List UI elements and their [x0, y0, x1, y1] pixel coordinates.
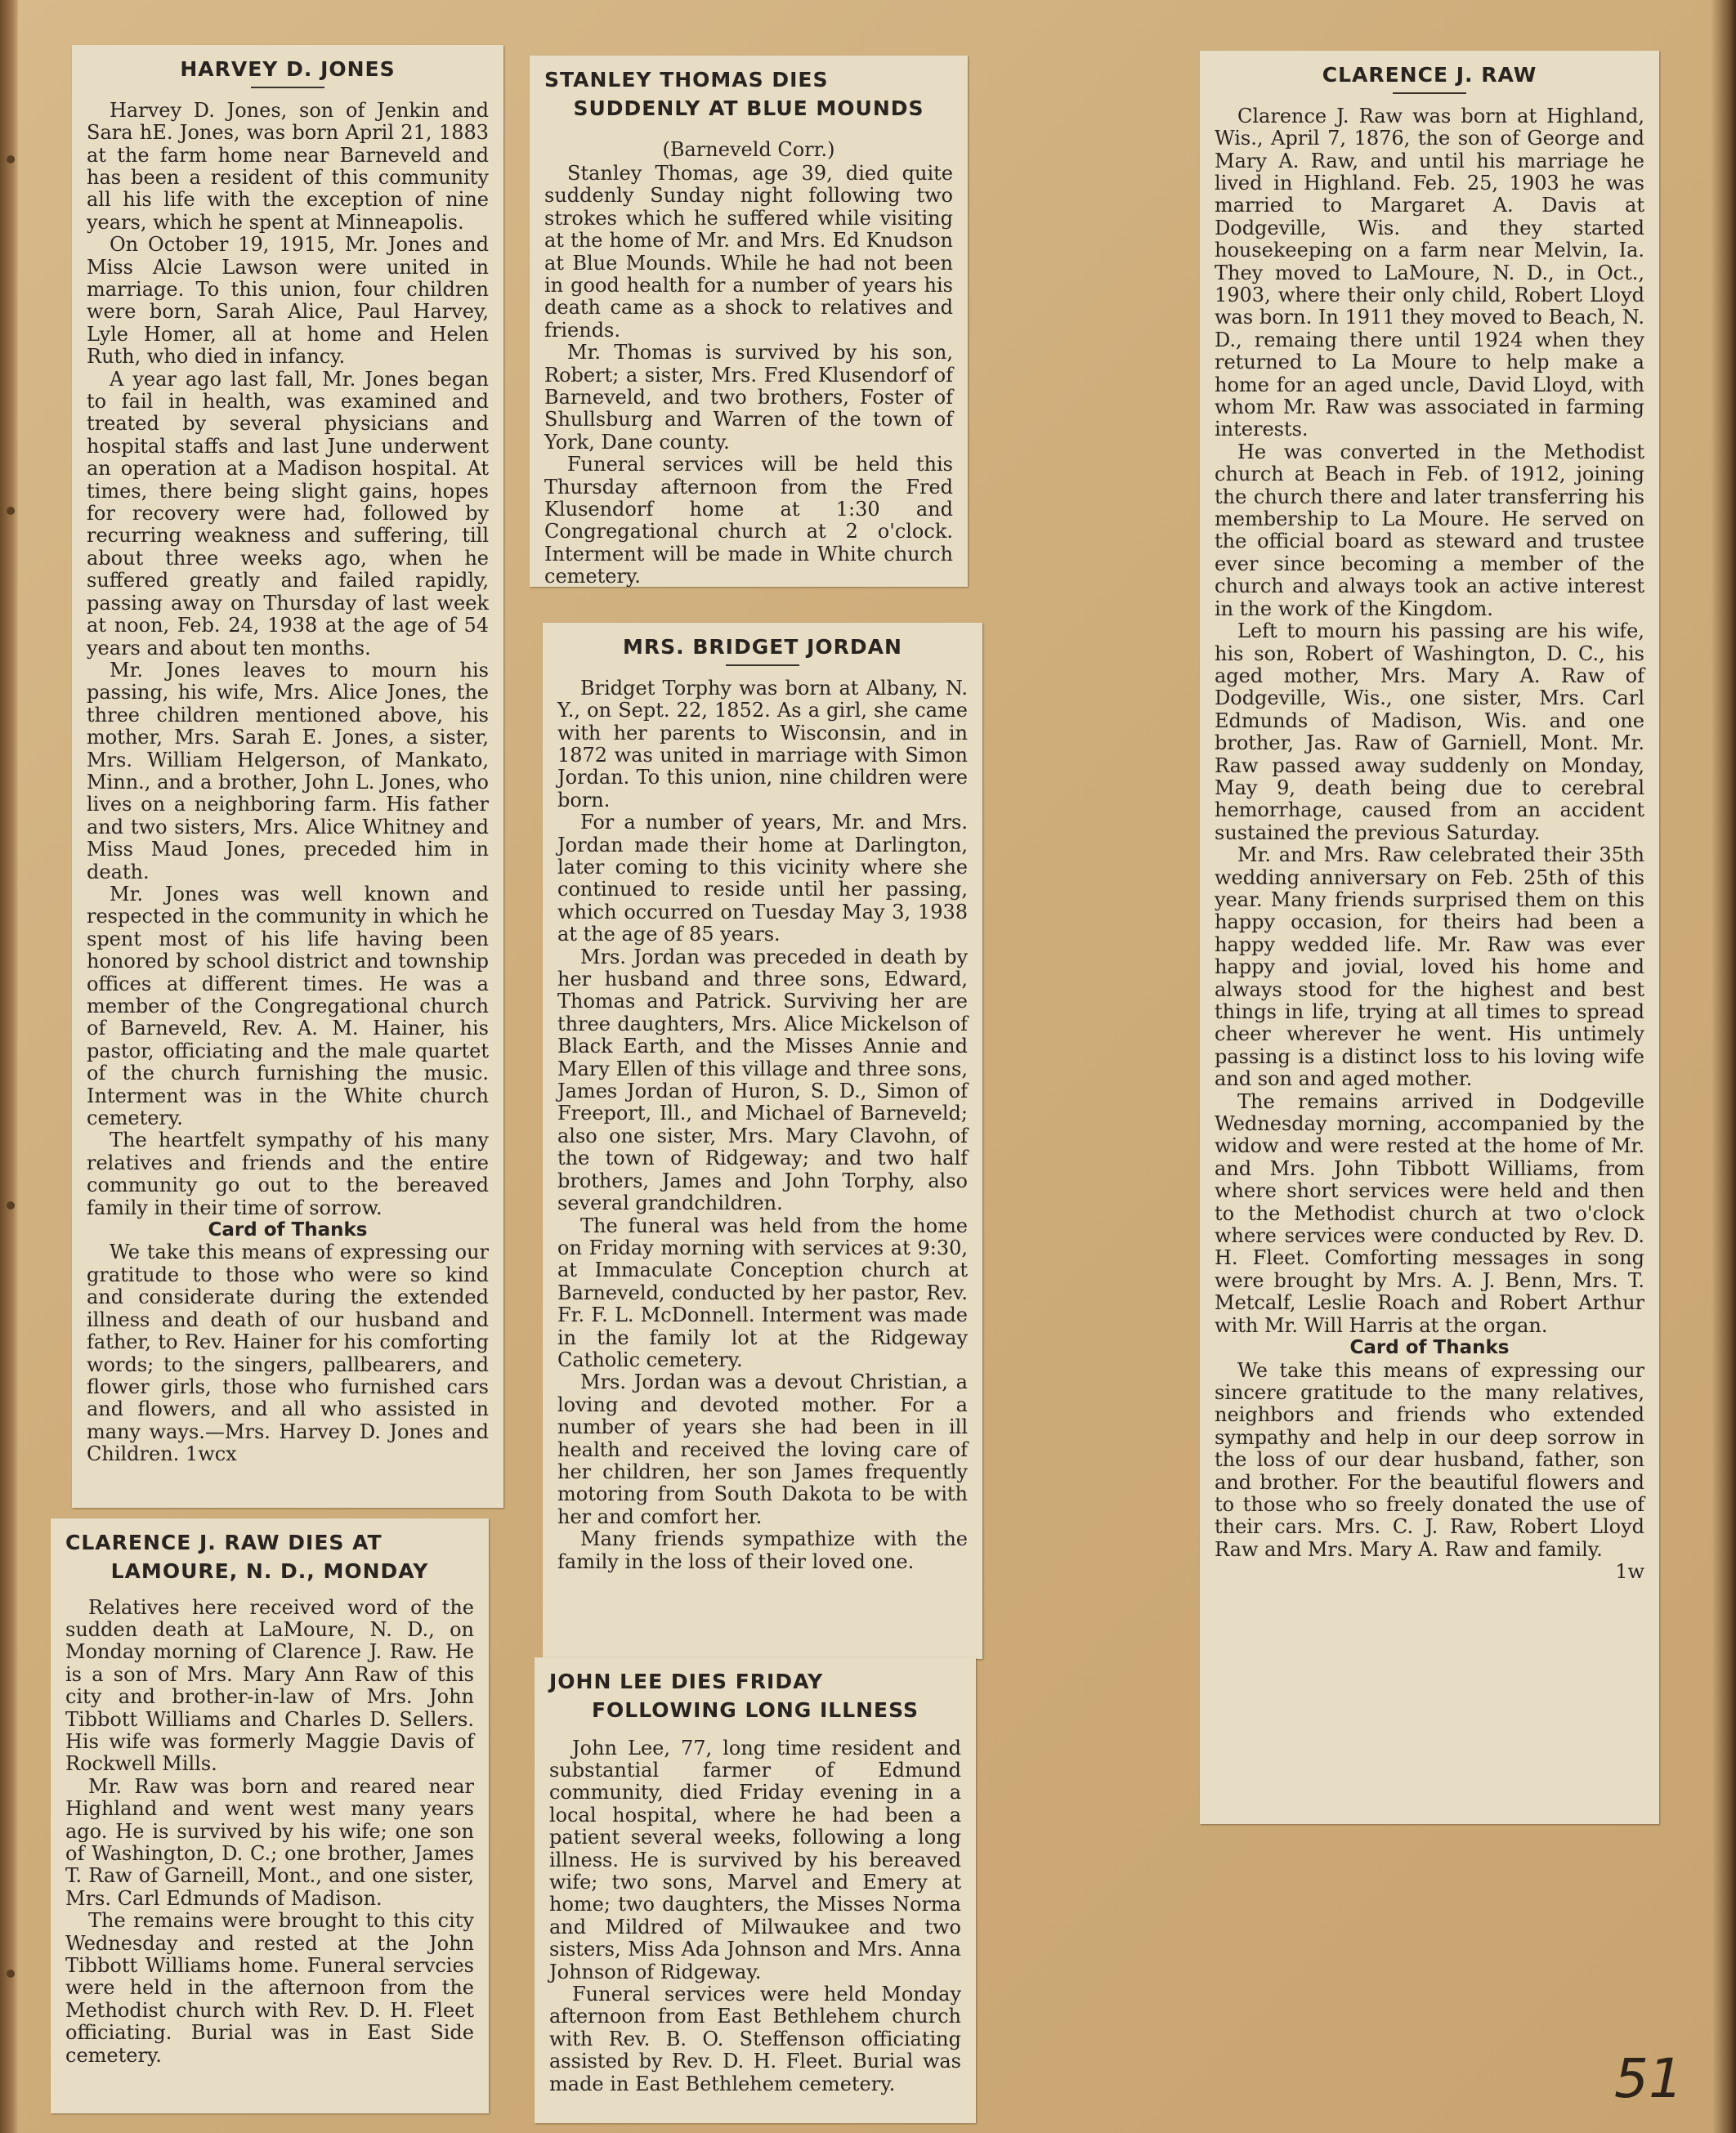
- paragraph: The heartfelt sympathy of his many relatives and friends and the entire community go out to the bereaved family in their time of sorrow.: [87, 1129, 489, 1219]
- clipping-harvey-jones: [72, 45, 503, 1508]
- paragraph: Bridget Torphy was born at Albany, N. Y., on Sept. 22, 1852. As a girl, she came with her parents to Wisconsin, and in 1872 was united in marriage with Simon Jordan. To this union, nine children were born.: [557, 676, 968, 812]
- clipping-title-line2: LAMOURE, N. D., MONDAY: [110, 1558, 429, 1583]
- paragraph: Mr. Raw was born and reared near Highland and went west many years ago. He is survived by his wife; one son of Washington, D. C.; one brother, James T. Raw of Garneill, Mont., and one sister, Mrs. Carl Edmunds of Madison.: [65, 1774, 474, 1910]
- paragraph: Stanley Thomas, age 39, died quite suddenly Sunday night following two strokes which he suffered while visiting at the home of Mr. and Mrs. Ed Knudson at Blue Mounds. While he had not been in good health for a number of years his death came as a shock to relatives and friends.: [544, 161, 953, 342]
- paragraph: Mr. Jones leaves to mourn his passing, his wife, Mrs. Alice Jones, the three children mentioned above, his mother, Mrs. Sarah E. Jones, a sister, Mrs. William Helgerson, of Mankato, Minn., and a brother, John L. Jones, who lives on a neighboring farm. His father and two sisters, Mrs. Alice Whitney and Miss Maud Jones, preceded him in death.: [87, 658, 489, 883]
- paragraph: The remains arrived in Dodgeville Wednesday morning, accompanied by the widow and were rested at the home of Mr. and Mrs. John Tibbott Williams, from where short services were held and then to the Methodist church at two o'clock where services were conducted by Rev. D. H. Fleet. Comforting messages in song were brought by Mrs. A. J. Benn, Mrs. T. Metcalf, Leslie Roach and Robert Arthur with Mr. Will Harris at the organ.: [1215, 1089, 1644, 1337]
- title-rule: [726, 664, 799, 666]
- binding-hole: [7, 155, 15, 163]
- page-edge: [1711, 0, 1736, 2133]
- binding-hole: [7, 1201, 15, 1210]
- paragraph: On October 19, 1915, Mr. Jones and Miss Alcie Lawson were united in marriage. To this union, four children were born, Sarah Alice, Paul Harvey, Lyle Homer, all at home and Helen Ruth, who died in infancy.: [87, 233, 489, 369]
- clipping-clarence-raw-long: [1200, 51, 1659, 1824]
- title-rule: [1393, 92, 1466, 94]
- clipping-bridget-jordan: [543, 623, 982, 1659]
- correspondent-line: (Barneveld Corr.): [662, 137, 835, 161]
- spacer: [65, 1589, 474, 1597]
- clipping-clarence-raw-short: [51, 1518, 489, 2113]
- spacer: [544, 126, 953, 139]
- clipping-title: MRS. BRIDGET JORDAN: [623, 635, 902, 659]
- paragraph: The remains were brought to this city Wednesday and rested at the John Tibbott Williams home. Funeral servcies were held in the afternoon from the Methodist church with Rev. D. H. Fleet officiating. Burial was in East Side cemetery.: [65, 1909, 474, 2067]
- paragraph: A year ago last fall, Mr. Jones began to fail in health, was examined and treated by several physicians and hospital staffs and last June underwent an operation at a Madison hospital. At times, there being slight gains, hopes for recovery were had, followed by recurring weakness and suffering, till about three weeks ago, when he suffered greatly and failed rapidly, passing away on Thursday of last week at noon, Feb. 24, 1938 at the age of 54 years and about ten months.: [87, 367, 489, 660]
- clipping-title-line1: JOHN LEE DIES FRIDAY: [549, 1670, 824, 1693]
- clipping-title-line2: FOLLOWING LONG ILLNESS: [591, 1697, 919, 1722]
- binding-hole: [7, 1970, 15, 1978]
- clipping-stanley-thomas: [530, 56, 968, 587]
- clipping-title-line1: CLARENCE J. RAW DIES AT: [65, 1531, 383, 1554]
- paragraph: Mrs. Jordan was a devout Christian, a loving and devoted mother. For a number of years she had been in ill health and received the loving care of her children, her son James frequently motoring from South Dakota to be with her and comfort her.: [557, 1371, 968, 1528]
- paragraph: The funeral was held from the home on Friday morning with services at 9:30, at Immaculate Conception church at Barneveld, conducted by her pastor, Rev. Fr. F. L. McDonnell. Interment was made in the family lot at the Ridgeway Catholic cemetery.: [557, 1214, 968, 1371]
- title-rule: [251, 87, 324, 88]
- spacer: [549, 1728, 961, 1737]
- clipping-title: HARVEY D. JONES: [180, 57, 396, 81]
- paragraph: Many friends sympathize with the family in the loss of their loved one.: [557, 1527, 968, 1573]
- binding-hole: [7, 507, 15, 515]
- paragraph: Mrs. Jordan was preceded in death by her husband and three sons, Edward, Thomas and Patrick. Surviving her are three daughters, Mrs. Alice Mickelson of Black Earth, and the Misses Annie and Mary Ellen of this village and three sons, James Jordan of Huron, S. D., Simon of Freeport, Ill., and Michael of Barneveld; also one sister, Mrs. Mary Clavohn, of the town of Ridgeway; and two half brothers, James and John Torphy, also several grandchildren.: [557, 945, 968, 1215]
- card-of-thanks-heading: Card of Thanks: [208, 1219, 368, 1241]
- paragraph: He was converted in the Methodist church at Beach in Feb. of 1912, joining the church there and later transferring his membership to La Moure. He served on the official board as steward and trustee ever since becoming a member of the church and always took an active interest in the work of the Kingdom.: [1215, 440, 1644, 620]
- clipping-title-line1: STANLEY THOMAS DIES: [544, 68, 829, 92]
- page-number: 51: [1614, 2047, 1683, 2110]
- paragraph: Harvey D. Jones, son of Jenkin and Sara hE. Jones, was born April 21, 1883 at the farm home near Barneveld and has been a resident of this community all his life with the exception of nine years, which he spent at Minneapolis.: [87, 98, 489, 234]
- insertion-tag: 1w: [1615, 1560, 1644, 1584]
- paragraph: Funeral services were held Monday afternoon from East Bethlehem church with Rev. B. O. Steffenson officiating assisted by Rev. D. H. Fleet. Burial was made in East Bethlehem cemetery.: [549, 1982, 961, 2095]
- clipping-title-line2: SUDDENLY AT BLUE MOUNDS: [573, 96, 924, 120]
- paragraph: Left to mourn his passing are his wife, his son, Robert of Washington, D. C., his aged mother, Mrs. Mary A. Raw of Dodgeville, Wis., one sister, Mrs. Carl Edmunds of Madison, Wis. and one brother, Jas. Raw of Garniell, Mont. Mr. Raw passed away suddenly on Monday, May 9, death being due to cerebral hemorrhage, caused from an accident sustained the previous Saturday.: [1215, 619, 1644, 844]
- paragraph: Mr. Thomas is survived by his son, Robert; a sister, Mrs. Fred Klusendorf of Barneveld, and two brothers, Foster of Shullsburg and Warren of the town of York, Dane county.: [544, 341, 953, 454]
- clipping-john-lee: [535, 1657, 976, 2123]
- clipping-title: CLARENCE J. RAW: [1322, 63, 1537, 87]
- page-binding: [0, 0, 18, 2133]
- paragraph: We take this means of expressing our gratitude to those who were so kind and considerate during the extended illness and death of our husband and father, to Rev. Hainer for his comforting words; to the singers, pallbearers, and flower girls, those who furnished cars and flowers, and all who assisted in many ways.—Mrs. Harvey D. Jones and Children. 1wcx: [87, 1241, 489, 1466]
- paragraph: Clarence J. Raw was born at Highland, Wis., April 7, 1876, the son of George and Mary A. Raw, and until his marriage he lived in Highland. Feb. 25, 1903 he was married to Margaret A. Davis at Dodgeville, Wis. and they started housekeeping on a farm near Melvin, Ia. They moved to LaMoure, N. D., in Oct., 1903, where their only child, Robert Lloyd was born. In 1911 they moved to Beach, N. D., remaing there until 1924 when they returned to La Moure to help make a home for an aged uncle, David Lloyd, with whom Mr. Raw was associated in farming interests.: [1215, 104, 1644, 441]
- paragraph: Mr. and Mrs. Raw celebrated their 35th wedding anniversary on Feb. 25th of this year. Many friends surprised them on this happy occasion, for theirs had been a happy wedded life. Mr. Raw was ever happy and jovial, loved his home and always stood for the highest and best things in life, trying at all times to spread cheer wherever he went. His untimely passing is a distinct loss to his loving wife and son and aged mother.: [1215, 843, 1644, 1091]
- paragraph: Relatives here received word of the sudden death at LaMoure, N. D., on Monday morning of Clarence J. Raw. He is a son of Mrs. Mary Ann Raw of this city and brother-in-law of Mrs. John Tibbott Williams and Charles D. Sellers. His wife was formerly Maggie Davis of Rockwell Mills.: [65, 1595, 474, 1776]
- paragraph: For a number of years, Mr. and Mrs. Jordan made their home at Darlington, later coming to this vicinity where she continued to reside until her passing, which occurred on Tuesday May 3, 1938 at the age of 85 years.: [557, 811, 968, 946]
- paragraph: Funeral services will be held this Thursday afternoon from the Fred Klusendorf home at 1:30 and Congregational church at 2 o'clock. Interment will be made in White church cemetery.: [544, 453, 953, 587]
- card-of-thanks-heading: Card of Thanks: [1349, 1337, 1510, 1359]
- paragraph: We take this means of expressing our sincere gratitude to the many relatives, neighbors and friends who extended sympathy and help in our deep sorrow in the loss of our dear husband, father, son and brother. For the beautiful flowers and to those who so freely donated the use of their cars. Mrs. C. J. Raw, Robert Lloyd Raw and Mrs. Mary A. Raw and family.: [1215, 1358, 1644, 1561]
- paragraph: Mr. Jones was well known and respected in the community in which he spent most of his life having been honored by school district and township offices at different times. He was a member of the Congregational church of Barneveld, Rev. A. M. Hainer, his pastor, officiating and the male quartet of the church furnishing the music. Interment was in the White church cemetery.: [87, 882, 489, 1130]
- paragraph: John Lee, 77, long time resident and substantial farmer of Edmund community, died Friday evening in a local hospital, where he had been a patient several weeks, following a long illness. He is survived by his bereaved wife; two sons, Marvel and Emery at home; two daughters, the Misses Norma and Mildred of Milwaukee and two sisters, Miss Ada Johnson and Mrs. Anna Johnson of Ridgeway.: [549, 1736, 961, 1983]
